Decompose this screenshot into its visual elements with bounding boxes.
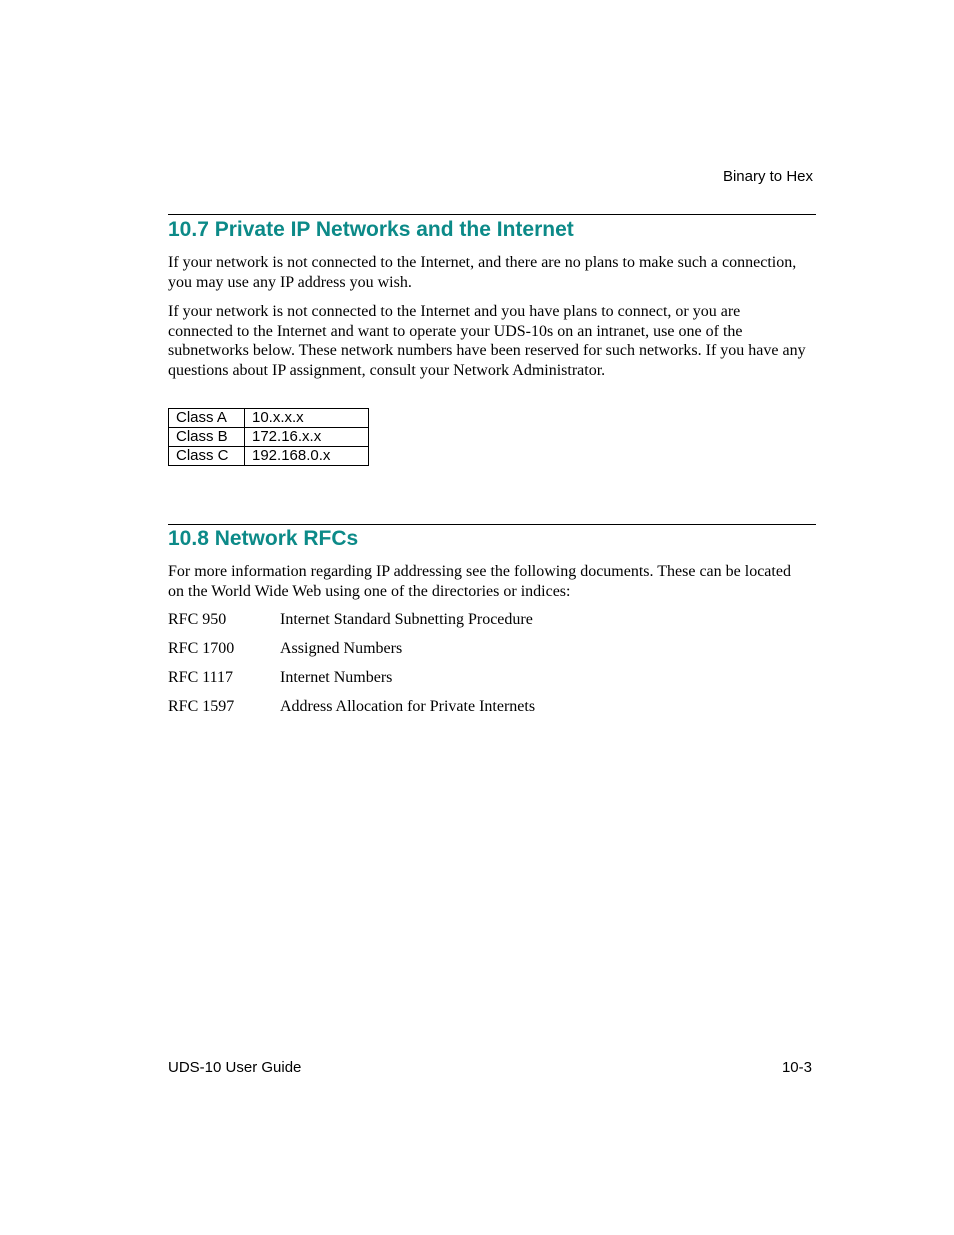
table-cell-class: Class A (169, 409, 245, 428)
table-cell-network: 172.16.x.x (245, 428, 369, 447)
paragraph: If your network is not connected to the Internet and you have plans to connect, or you are connected to the Internet and want to operate your UDS-10s on an intranet, use one of the subnetworks below. These network numbers have been reserved for such networks. If you have any questions about IP assignment, consult your Network Administrator. (168, 303, 806, 379)
table-row (169, 447, 369, 466)
table-cell-class: Class B (169, 428, 245, 447)
rfc-title: Internet Numbers (280, 669, 393, 686)
section-divider (168, 524, 816, 525)
table-row (169, 409, 369, 428)
rfc-number: RFC 950 (168, 611, 227, 628)
private-network-table (168, 408, 369, 466)
table-cell-network: 10.x.x.x (245, 409, 369, 428)
rfc-title: Address Allocation for Private Internets (280, 698, 536, 715)
rfc-list-item (168, 668, 392, 688)
rfc-list-item (168, 639, 402, 659)
rfc-number: RFC 1597 (168, 698, 235, 715)
rfc-list-item (168, 610, 533, 630)
paragraph: If your network is not connected to the Internet, and there are no plans to make such a connection, you may use any IP address you wish. (168, 254, 797, 291)
table-cell-network: 192.168.0.x (245, 447, 369, 466)
running-header: Binary to Hex (722, 168, 813, 185)
rfc-number: RFC 1117 (168, 669, 234, 686)
table-cell-class: Class C (169, 447, 245, 466)
rfc-list-item (168, 697, 535, 717)
section-heading-10-7: 10.7 Private IP Networks and the Internet (168, 218, 574, 241)
section-heading-10-8: 10.8 Network RFCs (168, 527, 359, 550)
section-divider (168, 214, 816, 215)
rfc-title: Assigned Numbers (280, 640, 403, 657)
rfc-number: RFC 1700 (168, 640, 235, 657)
table-row (169, 428, 369, 447)
rfc-title: Internet Standard Subnetting Procedure (280, 611, 533, 628)
paragraph: For more information regarding IP addressing see the following documents. These can be located on the World Wide Web using one of the directories or indices: (168, 563, 791, 600)
footer-guide-title: UDS-10 User Guide (168, 1059, 302, 1076)
footer-page-number: 10-3 (781, 1059, 812, 1076)
